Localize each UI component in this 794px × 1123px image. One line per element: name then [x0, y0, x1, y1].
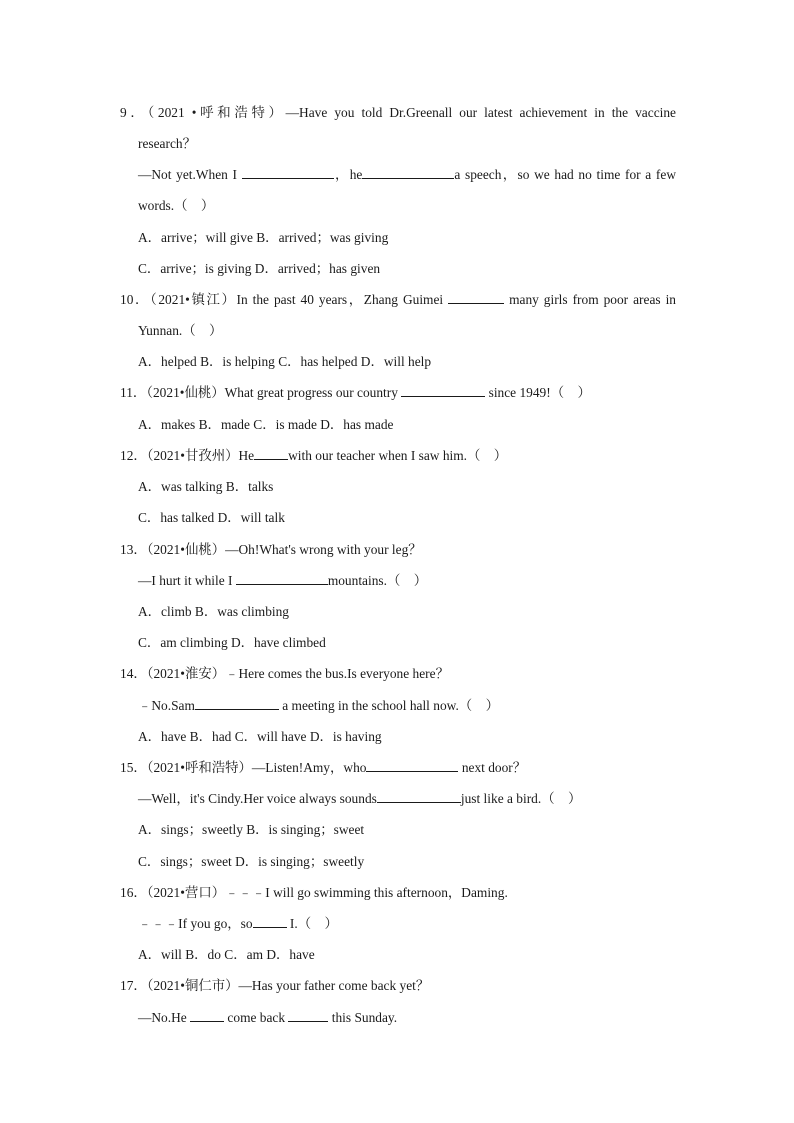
answer-blank — [362, 166, 454, 179]
question-13-stem: 13．（2021•仙桃）—Oh!What's wrong with your leg？ — [120, 542, 422, 557]
question-9-line3: words.（ ） — [138, 198, 215, 213]
question-10-stem: 10．（2021•镇江）In the past 40 years，Zhang Guimei many girls from poor areas in — [120, 292, 677, 307]
answer-blank — [253, 915, 287, 928]
answer-blank — [366, 759, 458, 772]
question-14-options: A．have B．had C．will have D．is having — [138, 729, 382, 744]
answer-blank — [377, 790, 461, 803]
question-17-stem: 17．（2021•铜仁市）—Has your father come back yet？ — [120, 978, 430, 993]
question-9-options-2: C．arrive；is giving D．arrived；has given — [138, 261, 381, 276]
question-15-options-2: C．sings；sweet D．is singing；sweetly — [138, 854, 365, 869]
answer-blank — [190, 1009, 224, 1022]
question-9-line2: —Not yet.When I ，he a speech，so we had no time for a few — [138, 167, 676, 182]
question-16-options: A．will B．do C．am D．have — [138, 947, 315, 962]
question-13-options-2: C．am climbing D．have climbed — [138, 635, 326, 650]
question-12-stem: 12．（2021•甘孜州）He with our teacher when I saw him.（ ） — [120, 448, 508, 463]
question-12-options-2: C．has talked D．will talk — [138, 510, 285, 525]
answer-blank — [254, 447, 288, 460]
question-10-stem-cont: Yunnan.（ ） — [138, 323, 223, 338]
question-9-stem-cont: research？ — [138, 136, 196, 151]
question-16-stem: 16．（2021•营口）﹣﹣﹣I will go swimming this afternoon，Daming. — [120, 885, 508, 900]
question-11-options: A．makes B．made C．is made D．has made — [138, 417, 394, 432]
question-9-stem: 9．（2021 •呼和浩特）—Have you told Dr.Greenall our latest achievement in the vaccine — [120, 105, 676, 120]
question-12-options-1: A．was talking B．talks — [138, 479, 274, 494]
question-17-line2: —No.He come back this Sunday. — [138, 1010, 398, 1025]
question-11-stem: 11．（2021•仙桃）What great progress our country since 1949!（ ） — [120, 385, 591, 400]
question-13-options-1: A．climb B．was climbing — [138, 604, 290, 619]
question-14-stem: 14．（2021•淮安）﹣Here comes the bus.Is everyone here？ — [120, 666, 449, 681]
answer-blank — [242, 166, 334, 179]
answer-blank — [288, 1009, 328, 1022]
question-16-line2: ﹣﹣﹣If you go，so I.（ ） — [138, 916, 338, 931]
question-15-line2: —Well，it's Cindy.Her voice always sounds just like a bird.（ ） — [138, 791, 582, 806]
question-15-options-1: A．sings；sweetly B．is singing；sweet — [138, 822, 365, 837]
answer-blank — [236, 572, 328, 585]
question-9-options-1: A．arrive；will give B．arrived；was giving — [138, 230, 389, 245]
question-10-options: A．helped B．is helping C．has helped D．will help — [138, 354, 432, 369]
question-14-line2: ﹣No.Sam a meeting in the school hall now.（ ） — [138, 698, 499, 713]
answer-blank — [448, 291, 504, 304]
answer-blank — [401, 384, 485, 397]
question-13-line2: —I hurt it while I mountains.（ ） — [138, 573, 428, 588]
question-15-stem: 15．（2021•呼和浩特）—Listen!Amy，who next door？ — [120, 760, 527, 775]
answer-blank — [195, 697, 279, 710]
